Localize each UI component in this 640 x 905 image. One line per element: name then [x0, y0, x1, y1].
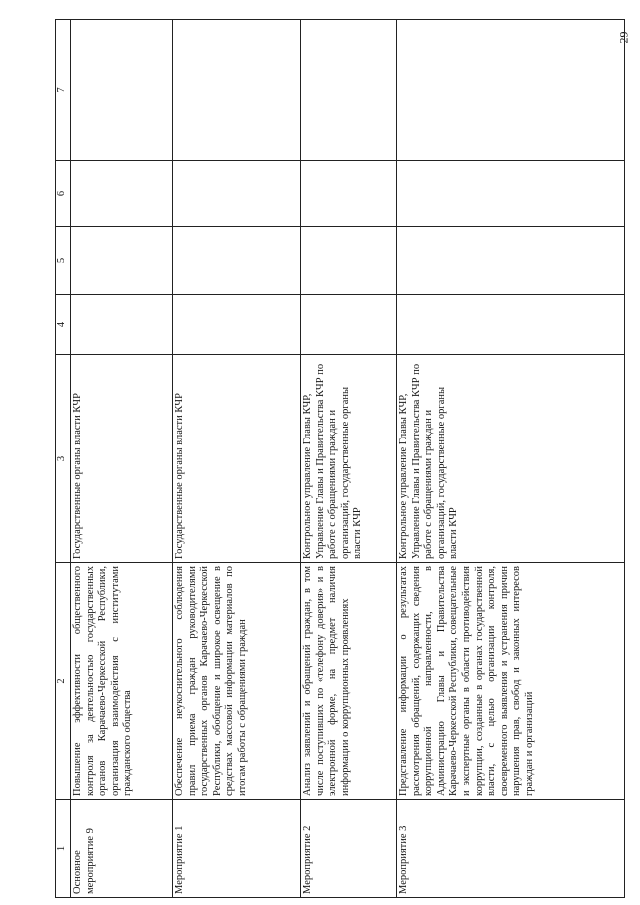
empty-cell	[71, 227, 173, 295]
header-cell-7: 7	[56, 20, 71, 161]
measure-name-cell: Мероприятие 1	[173, 800, 301, 898]
empty-cell	[301, 161, 397, 227]
empty-cell	[173, 295, 301, 355]
empty-cell	[397, 295, 625, 355]
measure-name-cell: Основное мероприятие 9	[71, 800, 173, 898]
rotated-table-container	[55, 20, 625, 898]
header-cell-2: 2	[56, 563, 71, 800]
measure-description-cell: Повышение эффективности общественного контроля за деятельностью государственных органов Карачаево-Черкесской Республики, организация взаимодействия с институтами гражданского общества	[71, 563, 173, 800]
empty-cell	[301, 20, 397, 161]
responsible-cell: Контрольное управление Главы КЧР, Управление Главы и Правительства КЧР по работе с обращениями граждан и организаций, государственные органы власти КЧР	[301, 355, 397, 563]
responsible-cell: Контрольное управление Главы КЧР, Управление Главы и Правительства КЧР по работе с обращениями граждан и организаций, государственные органы власти КЧР	[397, 355, 625, 563]
empty-cell	[173, 227, 301, 295]
table-row	[301, 20, 397, 898]
header-cell-6: 6	[56, 161, 71, 227]
measure-description-cell: Анализ заявлений и обращений граждан, в том числе поступивших по «телефону доверия» и в электронной форме, на предмет наличия информации о коррупционных проявлениях	[301, 563, 397, 800]
header-cell-1: 1	[56, 800, 71, 898]
empty-cell	[173, 20, 301, 161]
table-row	[173, 20, 301, 898]
empty-cell	[301, 295, 397, 355]
header-cell-3: 3	[56, 355, 71, 563]
empty-cell	[397, 161, 625, 227]
measures-table	[55, 19, 625, 898]
empty-cell	[71, 295, 173, 355]
page-number: 29	[616, 31, 631, 44]
empty-cell	[173, 161, 301, 227]
measure-description-cell: Представление информации о результатах рассмотрения обращений, содержащих сведения коррупционной направленности, в Администрацию Главы и Правительства Карачаево-Черкесской Республики, совещательные и экспертные органы в области противодействия коррупции, созданные в органах государственной власти, с целью организации контроля, своевременного выявления и устранения причин нарушения прав, свобод и законных интересов граждан и организаций	[397, 563, 625, 800]
empty-cell	[71, 161, 173, 227]
table-header-row	[56, 20, 71, 898]
responsible-cell: Государственные органы власти КЧР	[173, 355, 301, 563]
measure-description-cell: Обеспечение неукоснительного соблюдения правил приема граждан руководителями государственных органов Карачаево-Черкесской Республики, обобщение и широкое освещение в средствах массовой информации материалов по итогам работы с обращениями граждан	[173, 563, 301, 800]
table-row	[397, 20, 625, 898]
header-cell-5: 5	[56, 227, 71, 295]
empty-cell	[301, 227, 397, 295]
empty-cell	[397, 20, 625, 161]
header-cell-4: 4	[56, 295, 71, 355]
responsible-cell: Государственные органы власти КЧР	[71, 355, 173, 563]
empty-cell	[71, 20, 173, 161]
table-row	[71, 20, 173, 898]
measure-name-cell: Мероприятие 2	[301, 800, 397, 898]
empty-cell	[397, 227, 625, 295]
measure-name-cell: Мероприятие 3	[397, 800, 625, 898]
